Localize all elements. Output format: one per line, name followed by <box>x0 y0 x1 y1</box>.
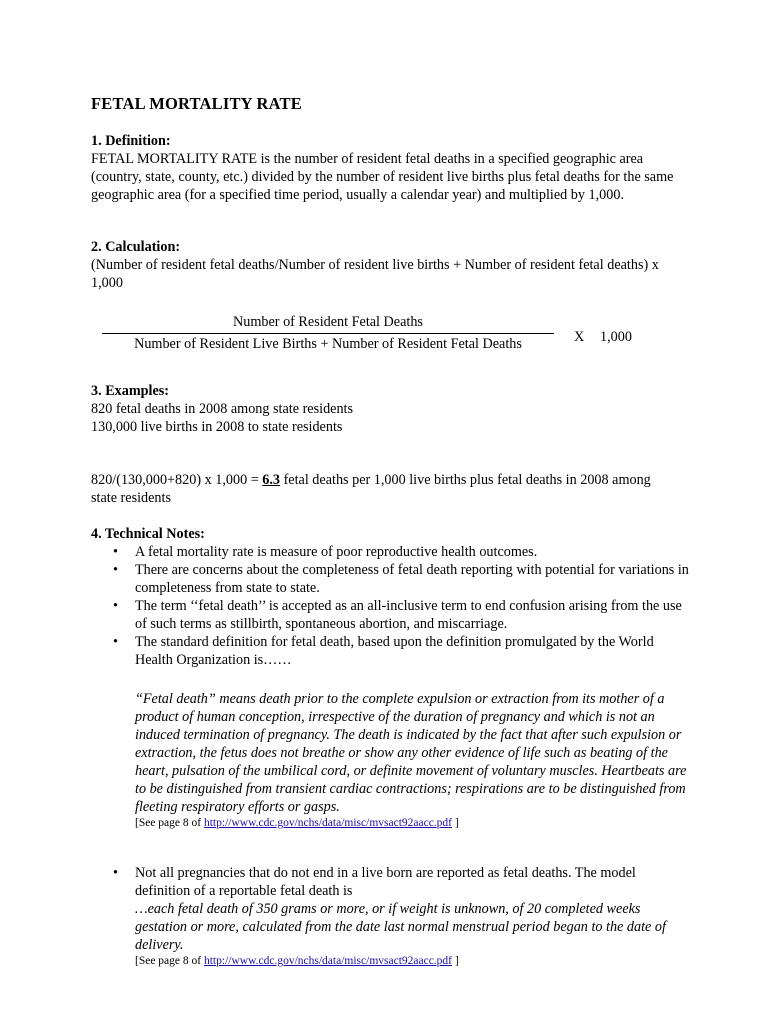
definition-heading: 1. Definition: <box>91 133 171 149</box>
list-item: • Not all pregnancies that do not end in a live born are reported as fetal deaths. The model definition of a reportable fetal death is …each fetal death of 350 grams or more, or if weight is unknown, of 20 completed weeks gestation or more, calculated from the date last normal menstrual period began to the date of delivery. [See page 8 of http://www.cdc.gov/nchs/data/misc/mvsact92aacc.pdf ] <box>91 864 691 968</box>
calculation-heading: 2. Calculation: <box>91 239 181 255</box>
reference-citation: [See page 8 of http://www.cdc.gov/nchs/data/misc/mvsact92aacc.pdf ] <box>135 817 459 829</box>
reportable-definition-quote: …each fetal death of 350 grams or more, or if weight is unknown, of 20 completed weeks gestation or more, calculated from the date last normal menstrual period began to the date of delivery. <box>135 901 666 953</box>
bullet-icon: • <box>113 634 118 650</box>
who-definition-quote: “Fetal death” means death prior to the complete expulsion or extraction from its mother of a product of human conception, irrespective of the duration of pregnancy and which is not an induced termination of pregnancy. The death is indicated by the fact that after such expulsion or extraction, the fetus does not breathe or show any other evidence of life such as beating of the heart, pulsation of the umbilical cord, or definite movement of voluntary muscles. Heartbeats are to be distinguished from transient cardiac contractions; respirations are to be distinguished from fleeting respiratory efforts or gasps. [See page 8 of http://www.cdc.gov/nchs/data/misc/mvsact92aacc.pdf ] <box>135 690 695 830</box>
cdc-reference-link-2[interactable]: http://www.cdc.gov/nchs/data/misc/mvsact92aacc.pdf <box>203 955 453 967</box>
bullet-icon: • <box>113 598 118 614</box>
list-item: • A fetal mortality rate is measure of poor reproductive health outcomes. <box>113 544 538 560</box>
list-item: • There are concerns about the completeness of fetal death reporting with potential for variations in completeness from state to state. <box>113 562 689 596</box>
example-calculation <box>91 471 661 507</box>
formula-denominator: Number of Resident Live Births + Number of Resident Fetal Deaths <box>134 336 522 352</box>
example-result-text: fetal deaths per 1,000 live births plus fetal deaths in 2008 among state residents <box>91 472 651 506</box>
example-result: 6.3 <box>262 472 281 488</box>
fraction-line <box>102 333 554 334</box>
formula-multiplier: 1,000 <box>600 329 632 345</box>
bullet-icon: • <box>113 865 118 881</box>
technical-notes-heading: 4. Technical Notes: <box>91 526 205 542</box>
bullet-icon: • <box>113 562 118 578</box>
example-line-2: 130,000 live births in 2008 to state residents <box>91 419 343 435</box>
list-item: • The term ‘‘fetal death’’ is accepted as an all-inclusive term to end confusion arising from the use of such terms as stillbirth, spontaneous abortion, and miscarriage. <box>113 598 682 632</box>
definition-text: FETAL MORTALITY RATE is the number of resident fetal deaths in a specified geographic area (country, state, county, etc.) divided by the number of resident live births plus fetal deaths for the same geographic area (for a specified time period, usually a calendar year) and multiplied by 1,000. <box>91 151 674 203</box>
formula-numerator: Number of Resident Fetal Deaths <box>233 314 423 330</box>
example-line-1: 820 fetal deaths in 2008 among state residents <box>91 401 354 417</box>
technical-notes-list <box>91 543 691 669</box>
cdc-reference-link[interactable]: http://www.cdc.gov/nchs/data/misc/mvsact92aacc.pdf <box>203 817 453 829</box>
example-formula: 820/(130,000+820) x 1,000 = <box>91 472 263 488</box>
examples-section <box>91 382 691 436</box>
definition-section <box>91 132 691 204</box>
technical-notes-section <box>91 525 691 669</box>
calculation-section <box>91 238 691 292</box>
bullet-icon: • <box>113 544 118 560</box>
technical-note-5 <box>91 864 691 968</box>
multiply-sign: X <box>574 329 585 345</box>
list-item: • The standard definition for fetal death, based upon the definition promulgated by the World Health Organization is…… <box>113 634 654 668</box>
page-title: FETAL MORTALITY RATE <box>91 94 302 113</box>
reference-citation-2: [See page 8 of http://www.cdc.gov/nchs/data/misc/mvsact92aacc.pdf ] <box>135 955 459 967</box>
examples-heading: 3. Examples: <box>91 383 170 399</box>
calculation-text: (Number of resident fetal deaths/Number of resident live births + Number of resident fetal deaths) x 1,000 <box>91 257 659 291</box>
